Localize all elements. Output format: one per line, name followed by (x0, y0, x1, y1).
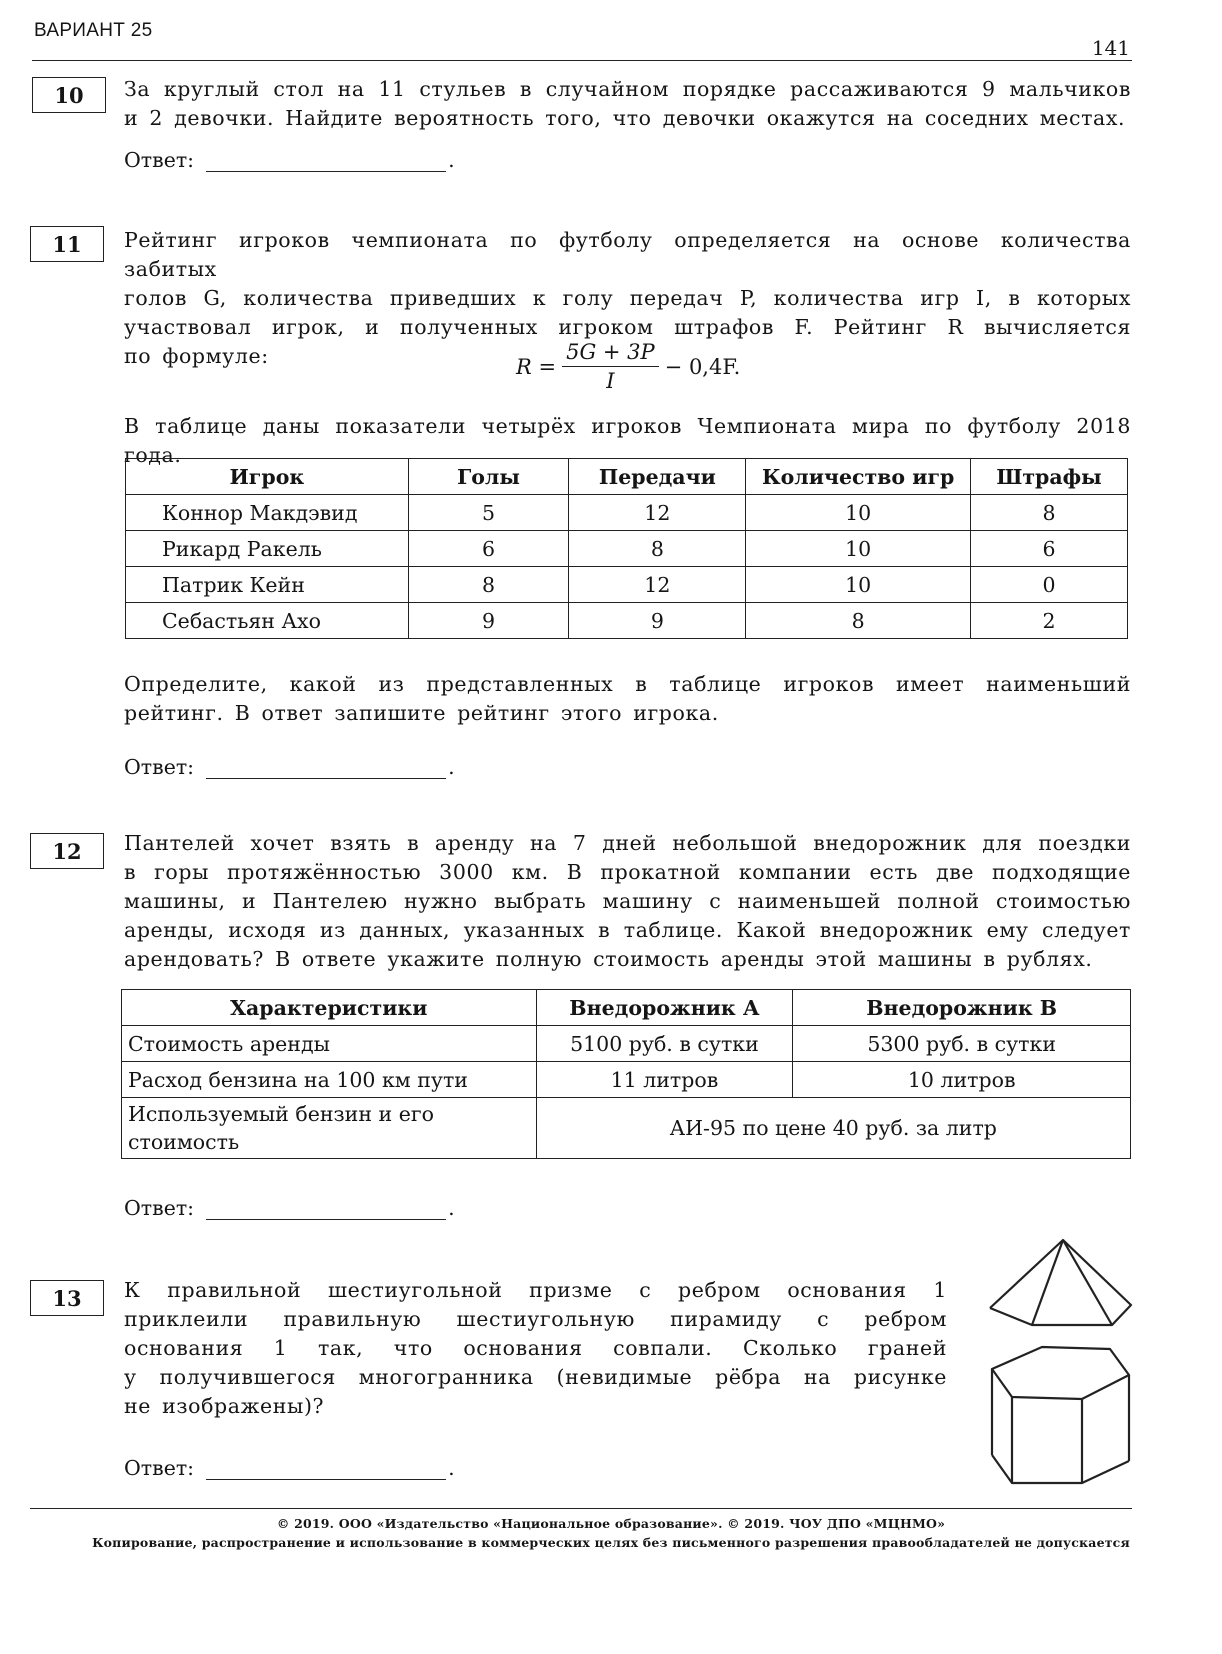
table-row (126, 567, 1128, 603)
table-row (122, 1098, 1131, 1159)
formula-numerator: 5G + 3P (562, 340, 659, 367)
players-table (125, 458, 1128, 639)
page-number: 141 (1091, 36, 1130, 60)
task-13-line: К правильной шестиугольной призме с ребром основания 1 (124, 1278, 947, 1302)
answer-label: Ответ: (124, 1456, 195, 1480)
characteristic-cell: Стоимость аренды (122, 1026, 537, 1062)
task-11-line: по формуле: (124, 344, 269, 368)
task-12-text (124, 829, 1131, 974)
answer-dot: . (448, 1196, 455, 1220)
characteristic-cell (122, 1098, 537, 1159)
header-cell: Внедорожник А (536, 990, 793, 1026)
task-13-answer (124, 1456, 455, 1480)
task-11-number: 11 (30, 226, 104, 262)
task-12-line: в горы протяжённостью 3000 км. В прокатной компании есть две подходящие (124, 860, 1131, 884)
header-cell: Штрафы (971, 459, 1128, 495)
copyright-line: © 2019. ООО «Издательство «Национальное образование». © 2019. ЧОУ ДПО «МЦНМО» (276, 1516, 946, 1531)
task-11-answer (124, 755, 455, 779)
suv-b-cell: 10 литров (793, 1062, 1131, 1098)
answer-dot: . (448, 755, 455, 779)
formula-rhs: − 0,4F. (664, 354, 741, 379)
task-11-question (124, 670, 1131, 728)
games-cell: 10 (746, 531, 971, 567)
table-row (122, 1062, 1131, 1098)
task-12-line: машины, и Пантелею нужно выбрать машину с наименьшей полной стоимостью (124, 889, 1131, 913)
characteristic-cell: Расход бензина на 100 км пути (122, 1062, 537, 1098)
copyright-notice: Копирование, распространение и использование в коммерческих целях без письменного разрешения правообладателей не допускается (92, 1535, 1130, 1550)
task-12-line: арендовать? В ответе укажите полную стоимость аренды этой машины в рублях. (124, 947, 1093, 971)
pyramid-edge (1032, 1240, 1063, 1325)
answer-dot: . (448, 1456, 455, 1480)
player-name: Себастьян Ахо (126, 603, 409, 639)
suv-a-cell: 5100 руб. в сутки (536, 1026, 793, 1062)
penalties-cell: 6 (971, 531, 1128, 567)
task-13-line: приклеили правильную шестиугольную пирамиду с ребром (124, 1307, 947, 1331)
header-cell: Внедорожник В (793, 990, 1131, 1026)
goals-cell: 6 (408, 531, 569, 567)
header-cell: Характеристики (122, 990, 537, 1026)
petrol-value-cell: АИ-95 по цене 40 руб. за литр (536, 1098, 1130, 1159)
goals-cell: 5 (408, 495, 569, 531)
passes-cell: 8 (569, 531, 746, 567)
pyramid-outline (990, 1240, 1131, 1325)
petrol-label-line: Используемый бензин и его (128, 1102, 434, 1126)
prism-top-face (992, 1347, 1129, 1399)
table-row (126, 531, 1128, 567)
answer-field[interactable] (206, 1199, 446, 1220)
passes-cell: 9 (569, 603, 746, 639)
task-12-line: аренды, исходя из данных, указанных в таблице. Какой внедорожник ему следует (124, 918, 1131, 942)
question-line: рейтинг. В ответ запишите рейтинг этого игрока. (124, 701, 719, 725)
petrol-label-line: стоимость (128, 1130, 240, 1154)
answer-label: Ответ: (124, 1196, 195, 1220)
header-rule (32, 60, 1132, 61)
task-13-line: основания 1 так, что основания совпали. Сколько граней (124, 1336, 947, 1360)
task-11-line: голов G, количества приведших к голу передач P, количества игр I, в которых (124, 286, 1131, 310)
header-cell: Игрок (126, 459, 409, 495)
task-11-line: участвовал игрок, и полученных игроком штрафов F. Рейтинг R вычисляется (124, 315, 1131, 339)
player-name: Патрик Кейн (126, 567, 409, 603)
polyhedron-figure (980, 1235, 1140, 1495)
task-10-number: 10 (32, 77, 106, 113)
player-name: Коннор Макдэвид (126, 495, 409, 531)
goals-cell: 9 (408, 603, 569, 639)
task-10-line: и 2 девочки. Найдите вероятность того, что девочки окажутся на соседних местах. (124, 106, 1126, 130)
task-12-number: 12 (30, 833, 104, 869)
formula-lhs: R = (516, 354, 557, 379)
question-line: Определите, какой из представленных в таблице игроков имеет наименьший (124, 672, 1131, 696)
penalties-cell: 8 (971, 495, 1128, 531)
table-row (122, 1026, 1131, 1062)
games-cell: 10 (746, 495, 971, 531)
table-header-row (126, 459, 1128, 495)
task-13-number: 13 (30, 1280, 104, 1316)
answer-dot: . (448, 148, 455, 172)
answer-field[interactable] (206, 758, 446, 779)
task-13-line: у получившегося многогранника (невидимые рёбра на рисунке (124, 1365, 947, 1389)
passes-cell: 12 (569, 495, 746, 531)
task-10-answer (124, 148, 455, 172)
task-10-text (124, 75, 1131, 133)
player-name: Рикард Ракель (126, 531, 409, 567)
formula-denominator: I (606, 369, 615, 393)
penalties-cell: 0 (971, 567, 1128, 603)
table-intro-line: В таблице даны показатели четырёх игроков Чемпионата мира по футболу 2018 года. (124, 414, 1131, 467)
header-cell: Передачи (569, 459, 746, 495)
task-12-answer (124, 1196, 455, 1220)
header-cell: Количество игр (746, 459, 971, 495)
formula-fraction (562, 340, 659, 393)
task-10-line: За круглый стол на 11 стульев в случайном порядке рассаживаются 9 мальчиков (124, 77, 1131, 101)
task-11-line: Рейтинг игроков чемпионата по футболу определяется на основе количества забитых (124, 228, 1131, 281)
table-row (126, 603, 1128, 639)
answer-field[interactable] (206, 1459, 446, 1480)
task-12-line: Пантелей хочет взять в аренду на 7 дней небольшой внедорожник для поездки (124, 831, 1131, 855)
footer-rule (30, 1508, 1132, 1509)
header-cell: Голы (408, 459, 569, 495)
goals-cell: 8 (408, 567, 569, 603)
suv-b-cell: 5300 руб. в сутки (793, 1026, 1131, 1062)
games-cell: 8 (746, 603, 971, 639)
table-header-row (122, 990, 1131, 1026)
task-13-text (124, 1276, 947, 1421)
pyramid-edge (1063, 1240, 1112, 1325)
task-13-line: не изображены)? (124, 1394, 325, 1418)
rental-table (121, 989, 1131, 1159)
answer-label: Ответ: (124, 755, 195, 779)
answer-label: Ответ: (124, 148, 195, 172)
passes-cell: 12 (569, 567, 746, 603)
penalties-cell: 2 (971, 603, 1128, 639)
games-cell: 10 (746, 567, 971, 603)
rating-formula (516, 340, 740, 393)
answer-field[interactable] (206, 151, 446, 172)
variant-title: ВАРИАНТ 25 (34, 20, 153, 41)
table-row (126, 495, 1128, 531)
suv-a-cell: 11 литров (536, 1062, 793, 1098)
